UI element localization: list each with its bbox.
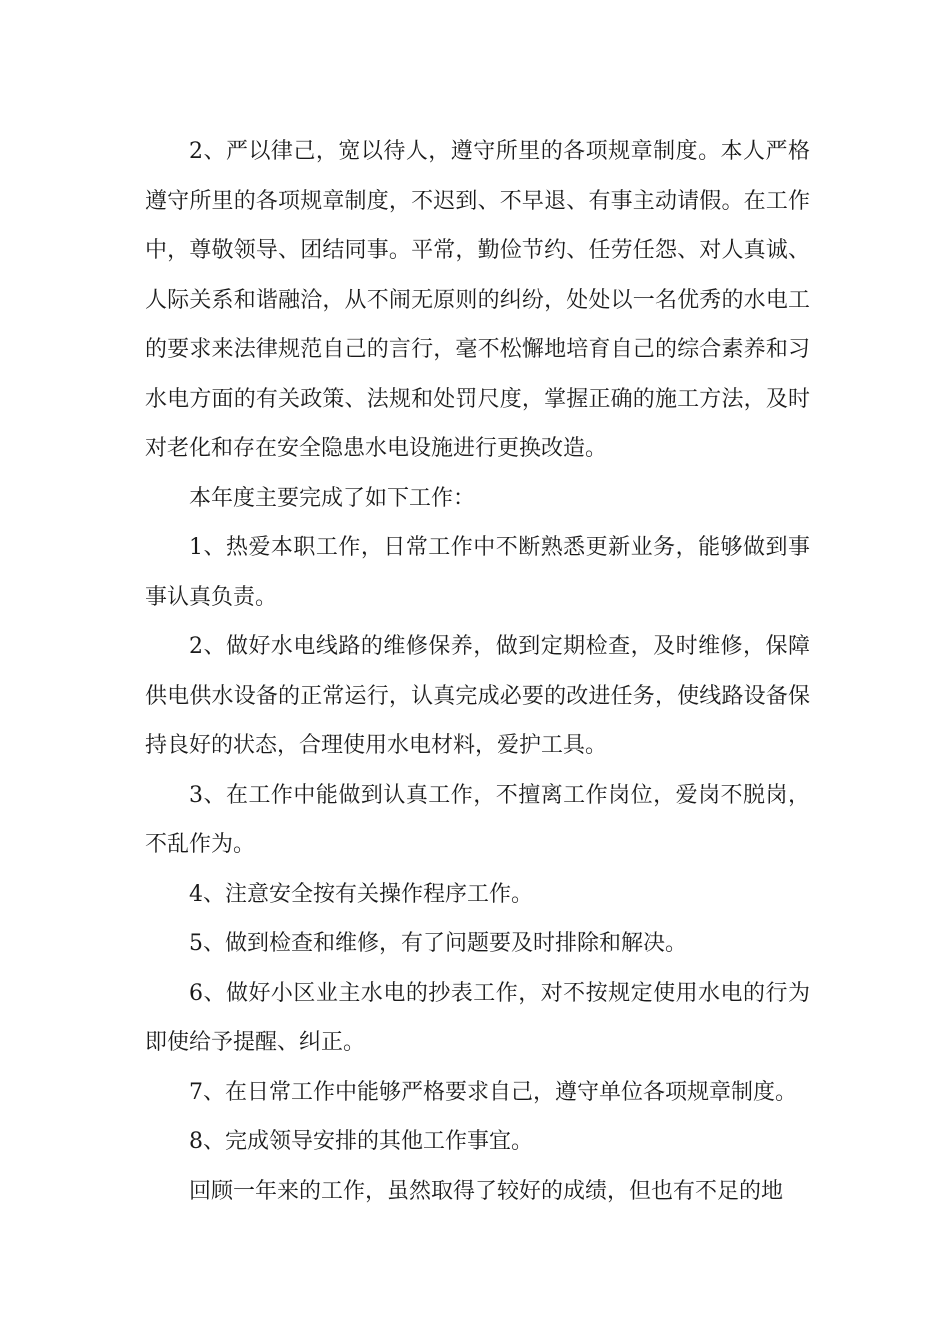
paragraph-review: 回顾一年来的工作，虽然取得了较好的成绩，但也有不足的地	[189, 1178, 784, 1204]
paragraph-item-4: 4、注意安全按有关操作程序工作。	[189, 881, 533, 907]
paragraph-item-2: 2、做好水电线路的维修保养，做到定期检查，及时维修，保障供电供水设备的正常运行，认真完成必要的改进任务，使线路设备保持良好的状态，合理使用水电材料，爱护工具。	[145, 634, 810, 758]
paragraph-discipline: 2、严以律己，宽以待人，遵守所里的各项规章制度。本人严格遵守所里的各项规章制度，不迟到、不早退、有事主动请假。在工作中，尊敬领导、团结同事。平常，勤俭节约、任劳任怨、对人真诚、人际关系和谐融洽，从不闹无原则的纠纷，处处以一名优秀的水电工的要求来法律规范自己的言行，毫不松懈地培育自己的综合素养和习水电方面的有关政策、法规和处罚尺度，掌握正确的施工方法，及时对老化和存在安全隐患水电设施进行更换改造。	[145, 139, 810, 461]
paragraph-work-intro: 本年度主要完成了如下工作：	[189, 485, 476, 511]
paragraph-item-7: 7、在日常工作中能够严格要求自己，遵守单位各项规章制度。	[189, 1079, 797, 1105]
paragraph-item-6: 6、做好小区业主水电的抄表工作，对不按规定使用水电的行为即使给予提醒、纠正。	[145, 980, 810, 1055]
document-body	[145, 127, 810, 1216]
paragraph-item-5: 5、做到检查和维修，有了问题要及时排除和解决。	[189, 931, 687, 956]
paragraph-item-1: 1、热爱本职工作，日常工作中不断熟悉更新业务，能够做到事事认真负责。	[145, 535, 810, 610]
paragraph-item-3: 3、在工作中能做到认真工作，不擅离工作岗位，爱岗不脱岗，不乱作为。	[145, 782, 810, 857]
paragraph-item-8: 8、完成领导安排的其他工作事宜。	[189, 1129, 533, 1154]
